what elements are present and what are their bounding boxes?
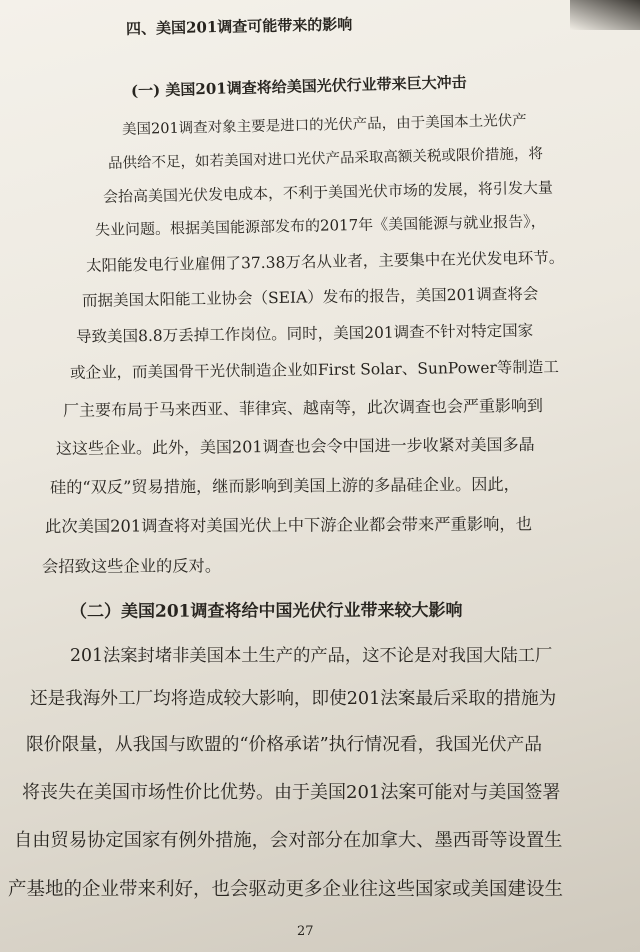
paragraph-line: 201法案封堵非美国本土生产的产品，这不论是对我国大陆工厂 xyxy=(70,646,553,666)
paragraph-line: 太阳能发电行业雇佣了37.38万名从业者，主要集中在光伏发电环节。 xyxy=(85,248,565,275)
subsection-heading-1: (一) 美国201调查将给美国光伏行业带来巨大冲击 xyxy=(130,73,467,100)
paragraph-line: 还是我海外工厂均将造成较大影响，即使201法案最后采取的措施为 xyxy=(30,689,557,709)
page-number: 27 xyxy=(297,924,314,939)
paragraph-line: 美国201调查对象主要是进口的光伏产品，由于美国本土光伏产 xyxy=(121,112,527,138)
paragraph-line: 硅的“双反”贸易措施，继而影响到美国上游的多晶硅企业。因此， xyxy=(49,474,520,497)
paragraph-line: 导致美国8.8万丢掉工作岗位。同时，美国201调查不针对特定国家 xyxy=(75,321,534,346)
paragraph-line: 厂主要布局于马来西亚、菲律宾、越南等，此次调查也会严重影响到 xyxy=(62,395,544,420)
paragraph-line: 失业问题。根据美国能源部发布的2017年《美国能源与就业报告》， xyxy=(94,212,546,239)
paragraph-line: 而据美国太阳能工业协会（SEIA）发布的报告，美国201调查将会 xyxy=(81,284,539,310)
paragraph-line: 品供给不足，如若美国对进口光伏产品采取高额关税或限价措施，将 xyxy=(107,146,544,172)
paragraph-line: 会招致这些企业的反对。 xyxy=(41,556,222,576)
paragraph-line: 会抬高美国光伏发电成本，不利于美国光伏市场的发展，将引发大量 xyxy=(102,178,554,206)
background-shadow xyxy=(570,0,640,30)
paragraph-line: 此次美国201调查将对美国光伏上中下游企业都会带来严重影响，也 xyxy=(44,514,533,536)
paragraph-line: 将丧失在美国市场性价比优势。由于美国201法案可能对与美国签署 xyxy=(22,782,561,803)
paragraph-line: 自由贸易协定国家有例外措施，会对部分在加拿大、墨西哥等设置生 xyxy=(14,830,563,851)
subsection-heading-2: （二）美国201调查将给中国光伏行业带来较大影响 xyxy=(69,600,463,622)
section-heading: 四、美国201调查可能带来的影响 xyxy=(125,15,353,38)
paragraph-line: 或企业，而美国骨干光伏制造企业如First Solar、SunPower等制造工 xyxy=(69,358,559,382)
paragraph-line: 限价限量，从我国与欧盟的“价格承诺”执行情况看，我国光伏产品 xyxy=(26,734,543,755)
paragraph-line: 产基地的企业带来利好，也会驱动更多企业往这些国家或美国建设生 xyxy=(8,879,564,900)
paragraph-line: 这这些企业。此外，美国201调查也会令中国进一步收紧对美国多晶 xyxy=(55,434,535,458)
